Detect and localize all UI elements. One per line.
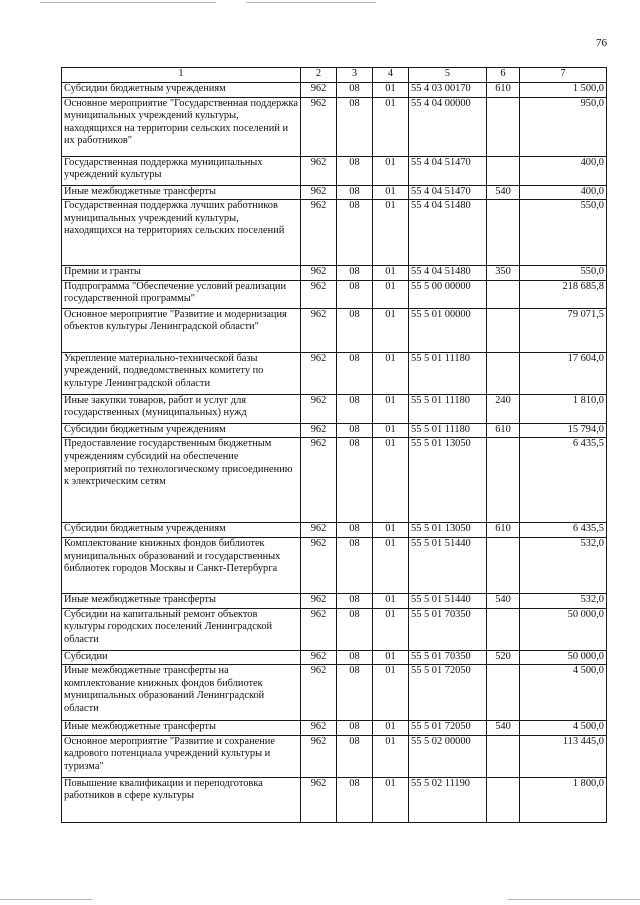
- grbs-cell: 962: [301, 721, 337, 736]
- grbs-cell: 962: [301, 608, 337, 650]
- table-row: [62, 308, 607, 352]
- name-cell: Иные межбюджетные трансферты на комплектование книжных фондов библиотек муниципальных образований Ленинградской области: [62, 665, 301, 721]
- table-row: [62, 777, 607, 822]
- table-row: [62, 394, 607, 423]
- name-cell: Государственная поддержка муниципальных учреждений культуры: [62, 156, 301, 185]
- subsection-cell: 01: [373, 608, 409, 650]
- table-row: [62, 280, 607, 308]
- section-cell: 08: [337, 394, 373, 423]
- kcsr-cell: 55 5 01 51440: [409, 537, 487, 593]
- kvr-cell: [487, 156, 520, 185]
- grbs-cell: 962: [301, 423, 337, 438]
- name-cell: Премии и гранты: [62, 266, 301, 281]
- sum-cell: 550,0: [520, 200, 607, 266]
- kcsr-cell: 55 5 01 13050: [409, 438, 487, 523]
- name-cell: Иные межбюджетные трансферты: [62, 721, 301, 736]
- name-cell: Комплектование книжных фондов библиотек муниципальных образований и государственных библиотек городов Москвы и Санкт-Петербурга: [62, 537, 301, 593]
- grbs-cell: 962: [301, 665, 337, 721]
- kvr-cell: [487, 537, 520, 593]
- name-cell: Субсидии бюджетным учреждениям: [62, 83, 301, 98]
- sum-cell: 950,0: [520, 97, 607, 156]
- kcsr-cell: 55 5 01 13050: [409, 523, 487, 538]
- subsection-cell: 01: [373, 650, 409, 665]
- name-cell: Субсидии на капитальный ремонт объектов культуры городских поселений Ленинградской области: [62, 608, 301, 650]
- sum-cell: 550,0: [520, 266, 607, 281]
- scan-top-line-left: [40, 2, 216, 3]
- subsection-cell: 01: [373, 777, 409, 822]
- section-cell: 08: [337, 665, 373, 721]
- kvr-cell: [487, 438, 520, 523]
- section-cell: 08: [337, 97, 373, 156]
- section-cell: 08: [337, 280, 373, 308]
- table-row: [62, 665, 607, 721]
- kvr-cell: [487, 97, 520, 156]
- subsection-cell: 01: [373, 308, 409, 352]
- subsection-cell: 01: [373, 665, 409, 721]
- header-col-3: 3: [337, 68, 373, 83]
- section-cell: 08: [337, 438, 373, 523]
- kvr-cell: [487, 352, 520, 394]
- name-cell: Укрепление материально-технической базы учреждений, подведомственных комитету по культуре Ленинградской области: [62, 352, 301, 394]
- sum-cell: 1 810,0: [520, 394, 607, 423]
- section-cell: 08: [337, 650, 373, 665]
- name-cell: Иные закупки товаров, работ и услуг для государственных (муниципальных) нужд: [62, 394, 301, 423]
- kvr-cell: 610: [487, 83, 520, 98]
- sum-cell: 400,0: [520, 185, 607, 200]
- name-cell: Подпрограмма "Обеспечение условий реализации государственной программы": [62, 280, 301, 308]
- name-cell: Субсидии бюджетным учреждениям: [62, 423, 301, 438]
- name-cell: Субсидии: [62, 650, 301, 665]
- header-col-4: 4: [373, 68, 409, 83]
- kvr-cell: 240: [487, 394, 520, 423]
- table-row: [62, 608, 607, 650]
- scan-bottom-line-left: [0, 899, 92, 900]
- grbs-cell: 962: [301, 280, 337, 308]
- section-cell: 08: [337, 200, 373, 266]
- subsection-cell: 01: [373, 593, 409, 608]
- sum-cell: 1 500,0: [520, 83, 607, 98]
- kvr-cell: [487, 200, 520, 266]
- kvr-cell: 540: [487, 593, 520, 608]
- sum-cell: 4 500,0: [520, 665, 607, 721]
- subsection-cell: 01: [373, 83, 409, 98]
- kcsr-cell: 55 5 01 70350: [409, 608, 487, 650]
- sum-cell: 532,0: [520, 537, 607, 593]
- table-row: [62, 266, 607, 281]
- subsection-cell: 01: [373, 394, 409, 423]
- grbs-cell: 962: [301, 266, 337, 281]
- kvr-cell: 350: [487, 266, 520, 281]
- section-cell: 08: [337, 537, 373, 593]
- section-cell: 08: [337, 777, 373, 822]
- kvr-cell: [487, 280, 520, 308]
- section-cell: 08: [337, 735, 373, 777]
- grbs-cell: 962: [301, 777, 337, 822]
- subsection-cell: 01: [373, 156, 409, 185]
- kcsr-cell: 55 5 01 11180: [409, 394, 487, 423]
- kcsr-cell: 55 4 04 51470: [409, 156, 487, 185]
- name-cell: Государственная поддержка лучших работников муниципальных учреждений культуры, находящихся на территориях сельских поселений: [62, 200, 301, 266]
- subsection-cell: 01: [373, 438, 409, 523]
- name-cell: Повышение квалификации и переподготовка работников в сфере культуры: [62, 777, 301, 822]
- grbs-cell: 962: [301, 735, 337, 777]
- grbs-cell: 962: [301, 185, 337, 200]
- sum-cell: 6 435,5: [520, 523, 607, 538]
- kcsr-cell: 55 5 01 72050: [409, 721, 487, 736]
- subsection-cell: 01: [373, 423, 409, 438]
- subsection-cell: 01: [373, 735, 409, 777]
- table-row: [62, 650, 607, 665]
- grbs-cell: 962: [301, 156, 337, 185]
- subsection-cell: 01: [373, 523, 409, 538]
- kvr-cell: 610: [487, 423, 520, 438]
- sum-cell: 50 000,0: [520, 608, 607, 650]
- kvr-cell: [487, 735, 520, 777]
- kvr-cell: 610: [487, 523, 520, 538]
- sum-cell: 6 435,5: [520, 438, 607, 523]
- grbs-cell: 962: [301, 308, 337, 352]
- subsection-cell: 01: [373, 537, 409, 593]
- table-row: [62, 200, 607, 266]
- kcsr-cell: 55 5 02 11190: [409, 777, 487, 822]
- scan-top-line-right: [246, 2, 376, 3]
- subsection-cell: 01: [373, 266, 409, 281]
- header-row: [62, 68, 607, 83]
- kcsr-cell: 55 4 04 51480: [409, 266, 487, 281]
- grbs-cell: 962: [301, 83, 337, 98]
- sum-cell: 113 445,0: [520, 735, 607, 777]
- kcsr-cell: 55 5 01 11180: [409, 423, 487, 438]
- subsection-cell: 01: [373, 200, 409, 266]
- kcsr-cell: 55 4 04 00000: [409, 97, 487, 156]
- grbs-cell: 962: [301, 394, 337, 423]
- kvr-cell: 540: [487, 185, 520, 200]
- table-row: [62, 156, 607, 185]
- subsection-cell: 01: [373, 352, 409, 394]
- table-row: [62, 537, 607, 593]
- kcsr-cell: 55 5 01 70350: [409, 650, 487, 665]
- table-row: [62, 83, 607, 98]
- table-row: [62, 423, 607, 438]
- kvr-cell: [487, 665, 520, 721]
- grbs-cell: 962: [301, 438, 337, 523]
- name-cell: Иные межбюджетные трансферты: [62, 185, 301, 200]
- section-cell: 08: [337, 308, 373, 352]
- sum-cell: 1 800,0: [520, 777, 607, 822]
- kcsr-cell: 55 4 03 00170: [409, 83, 487, 98]
- name-cell: Основное мероприятие "Развитие и модернизация объектов культуры Ленинградской области": [62, 308, 301, 352]
- kcsr-cell: 55 5 01 51440: [409, 593, 487, 608]
- section-cell: 08: [337, 185, 373, 200]
- sum-cell: 218 685,8: [520, 280, 607, 308]
- sum-cell: 17 604,0: [520, 352, 607, 394]
- table-row: [62, 735, 607, 777]
- sum-cell: 15 794,0: [520, 423, 607, 438]
- sum-cell: 79 071,5: [520, 308, 607, 352]
- table-row: [62, 185, 607, 200]
- header-col-5: 5: [409, 68, 487, 83]
- budget-table: [61, 67, 607, 823]
- name-cell: Основное мероприятие "Государственная поддержка муниципальных учреждений культуры, находящихся на территории сельских поселений и их работников": [62, 97, 301, 156]
- kvr-cell: [487, 777, 520, 822]
- table-header: [62, 68, 607, 83]
- table-row: [62, 352, 607, 394]
- kvr-cell: [487, 608, 520, 650]
- table-row: [62, 593, 607, 608]
- header-col-1: 1: [62, 68, 301, 83]
- section-cell: 08: [337, 608, 373, 650]
- kcsr-cell: 55 5 01 11180: [409, 352, 487, 394]
- section-cell: 08: [337, 83, 373, 98]
- table-row: [62, 97, 607, 156]
- grbs-cell: 962: [301, 97, 337, 156]
- table-body: [62, 83, 607, 823]
- section-cell: 08: [337, 523, 373, 538]
- grbs-cell: 962: [301, 200, 337, 266]
- name-cell: Субсидии бюджетным учреждениям: [62, 523, 301, 538]
- subsection-cell: 01: [373, 721, 409, 736]
- subsection-cell: 01: [373, 185, 409, 200]
- grbs-cell: 962: [301, 593, 337, 608]
- header-col-6: 6: [487, 68, 520, 83]
- section-cell: 08: [337, 266, 373, 281]
- section-cell: 08: [337, 423, 373, 438]
- table-row: [62, 523, 607, 538]
- sum-cell: 400,0: [520, 156, 607, 185]
- section-cell: 08: [337, 721, 373, 736]
- scan-bottom-line-right: [508, 899, 640, 900]
- grbs-cell: 962: [301, 352, 337, 394]
- subsection-cell: 01: [373, 97, 409, 156]
- section-cell: 08: [337, 156, 373, 185]
- sum-cell: 4 500,0: [520, 721, 607, 736]
- sum-cell: 50 000,0: [520, 650, 607, 665]
- section-cell: 08: [337, 352, 373, 394]
- kcsr-cell: 55 5 01 00000: [409, 308, 487, 352]
- name-cell: Иные межбюджетные трансферты: [62, 593, 301, 608]
- kcsr-cell: 55 5 01 72050: [409, 665, 487, 721]
- name-cell: Основное мероприятие "Развитие и сохранение кадрового потенциала учреждений культуры и туризма": [62, 735, 301, 777]
- kcsr-cell: 55 4 04 51470: [409, 185, 487, 200]
- kcsr-cell: 55 5 02 00000: [409, 735, 487, 777]
- grbs-cell: 962: [301, 523, 337, 538]
- sum-cell: 532,0: [520, 593, 607, 608]
- grbs-cell: 962: [301, 537, 337, 593]
- page-number: 76: [596, 37, 607, 49]
- kvr-cell: 540: [487, 721, 520, 736]
- kvr-cell: [487, 308, 520, 352]
- name-cell: Предоставление государственным бюджетным учреждениям субсидий на обеспечение мероприятий по технологическому присоединению к электрическим сетям: [62, 438, 301, 523]
- header-col-2: 2: [301, 68, 337, 83]
- kvr-cell: 520: [487, 650, 520, 665]
- kcsr-cell: 55 5 00 00000: [409, 280, 487, 308]
- section-cell: 08: [337, 593, 373, 608]
- kcsr-cell: 55 4 04 51480: [409, 200, 487, 266]
- grbs-cell: 962: [301, 650, 337, 665]
- header-col-7: 7: [520, 68, 607, 83]
- table-row: [62, 721, 607, 736]
- table-row: [62, 438, 607, 523]
- subsection-cell: 01: [373, 280, 409, 308]
